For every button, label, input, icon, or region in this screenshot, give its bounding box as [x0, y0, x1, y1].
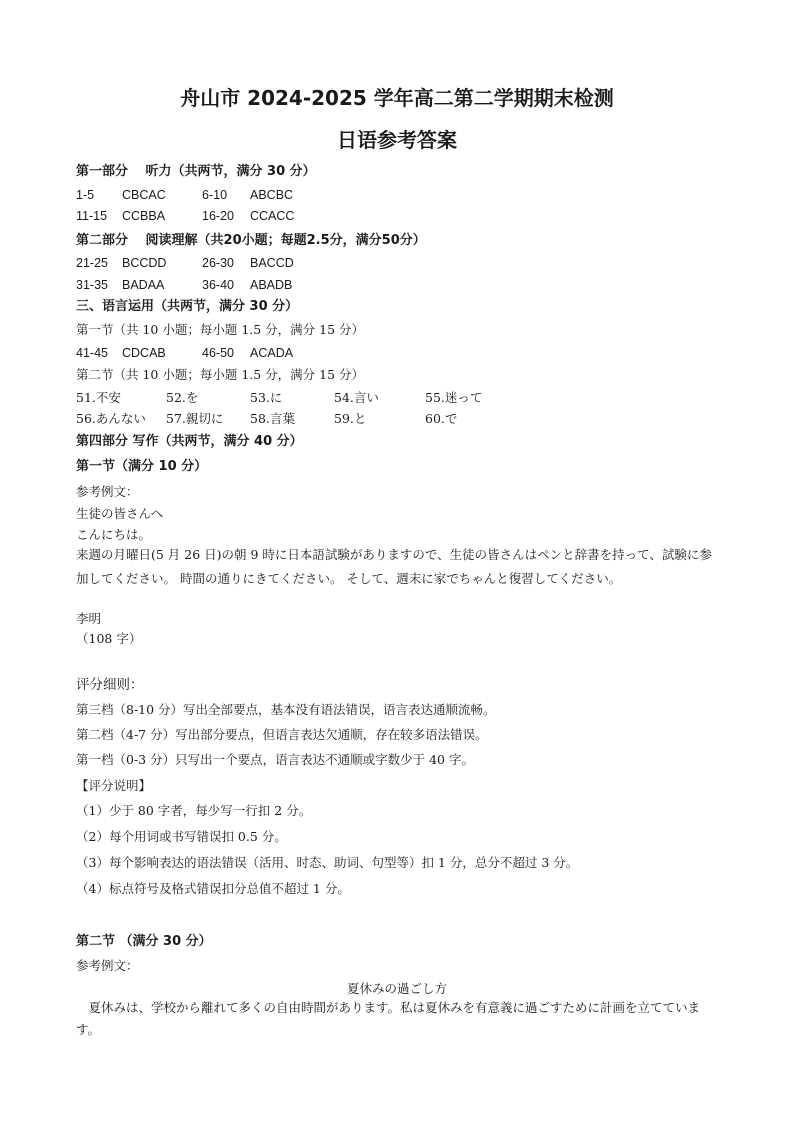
essay-body: 夏休みは、学校から離れて多くの自由時間があります。私は夏休みを有意義に過ごすために計画を立てています。	[76, 1000, 701, 1037]
part3-section2-label: 第二节（共 10 小题；每小题 1.5 分，满分 15 分）	[76, 367, 365, 382]
answer-string: ABADB	[250, 278, 293, 292]
answer-string: CCBBA	[122, 209, 166, 223]
criteria-item: 第二档（4-7 分）写出部分要点，但语言表达欠通顺，存在较多语法错误。	[76, 727, 488, 742]
letter-signature: 李明	[76, 611, 102, 626]
part4-section2-heading: 第二节 （满分 30 分）	[76, 934, 212, 949]
criteria-item: 第一档（0-3 分）只写出一个要点，语言表达不通顺或字数少于 40 字。	[76, 752, 474, 767]
fill-answer: 54.言い	[334, 390, 379, 405]
range-label: 21-25	[76, 256, 108, 270]
essay-title: 夏休みの過ごし方	[346, 981, 447, 996]
criteria-heading: 评分细则：	[76, 677, 144, 693]
note-item: （2）每个用词或书写错误扣 0.5 分。	[76, 829, 287, 844]
answer-string: BCCDD	[122, 256, 167, 270]
part4-heading: 第四部分 写作（共两节，满分 40 分）	[76, 434, 303, 449]
fill-answer: 60.で	[425, 411, 458, 426]
note-item: （3）每个影响表达的语法错误（活用、时态、助词、句型等）扣 1 分，总分不超过 3 分。	[76, 855, 579, 870]
fill-answer: 58.言葉	[250, 411, 295, 426]
range-label: 16-20	[202, 209, 234, 223]
note-item: （4）标点符号及格式错误扣分总值不超过 1 分。	[76, 881, 350, 896]
char-count: （108 字）	[76, 631, 142, 646]
part1-heading: 第一部分 听力（共两节，满分 30 分）	[76, 164, 316, 179]
answer-string: CCACC	[250, 209, 295, 223]
part3-section1-label: 第一节（共 10 小题；每小题 1.5 分，满分 15 分）	[76, 322, 365, 337]
page-title: 舟山市 2024-2025 学年高二第二学期期末检测	[180, 86, 614, 110]
answer-string: CBCAC	[122, 188, 166, 202]
range-label: 36-40	[202, 278, 234, 292]
answer-string: BADAA	[122, 278, 165, 292]
letter-greeting: こんにちは。	[76, 527, 152, 542]
range-label: 11-15	[76, 209, 108, 223]
fill-answer: 57.親切に	[166, 411, 224, 426]
part3-heading: 三、语言运用（共两节，满分 30 分）	[76, 299, 299, 314]
note-item: （1）少于 80 字者，每少写一行扣 2 分。	[76, 803, 312, 818]
fill-answer: 56.あんない	[76, 411, 146, 426]
range-label: 41-45	[76, 346, 108, 360]
answer-string: ACADA	[250, 346, 294, 360]
part4-section1-heading: 第一节（满分 10 分）	[76, 459, 208, 474]
answer-string: ABCBC	[250, 188, 294, 202]
fill-answer: 55.迷って	[425, 390, 483, 405]
part2-heading: 第二部分 阅读理解（共20小题；每题2.5分，满分50分）	[76, 233, 426, 248]
fill-answer: 59.と	[334, 411, 367, 426]
range-label: 46-50	[202, 346, 234, 360]
range-label: 6-10	[202, 188, 228, 202]
letter-addressee: 生徒の皆さんへ	[76, 506, 164, 521]
answer-string: CDCAB	[122, 346, 166, 360]
letter-body: 来週の月曜日(5 月 26 日)の朝 9 時に日本語試験がありますので、生徒の皆さんはペンと辞書を持って、試験に参加してください。 時間の通りにきてください。 そして、週末に家でちゃんと復習してください。	[76, 547, 712, 586]
criteria-item: 第三档（8-10 分）写出全部要点，基本没有语法错误，语言表达通顺流畅。	[76, 702, 496, 717]
page-subtitle: 日语参考答案	[337, 128, 457, 152]
fill-answer: 51.不安	[76, 390, 121, 405]
answer-string: BACCD	[250, 256, 294, 270]
range-label: 1-5	[76, 188, 95, 202]
range-label: 31-35	[76, 278, 108, 292]
sample-label: 参考例文：	[76, 958, 139, 973]
fill-answer: 52.を	[166, 390, 199, 405]
range-label: 26-30	[202, 256, 234, 270]
fill-answer: 53.に	[250, 390, 283, 405]
sample-label: 参考例文：	[76, 484, 139, 499]
notes-heading: 【评分说明】	[76, 778, 152, 793]
